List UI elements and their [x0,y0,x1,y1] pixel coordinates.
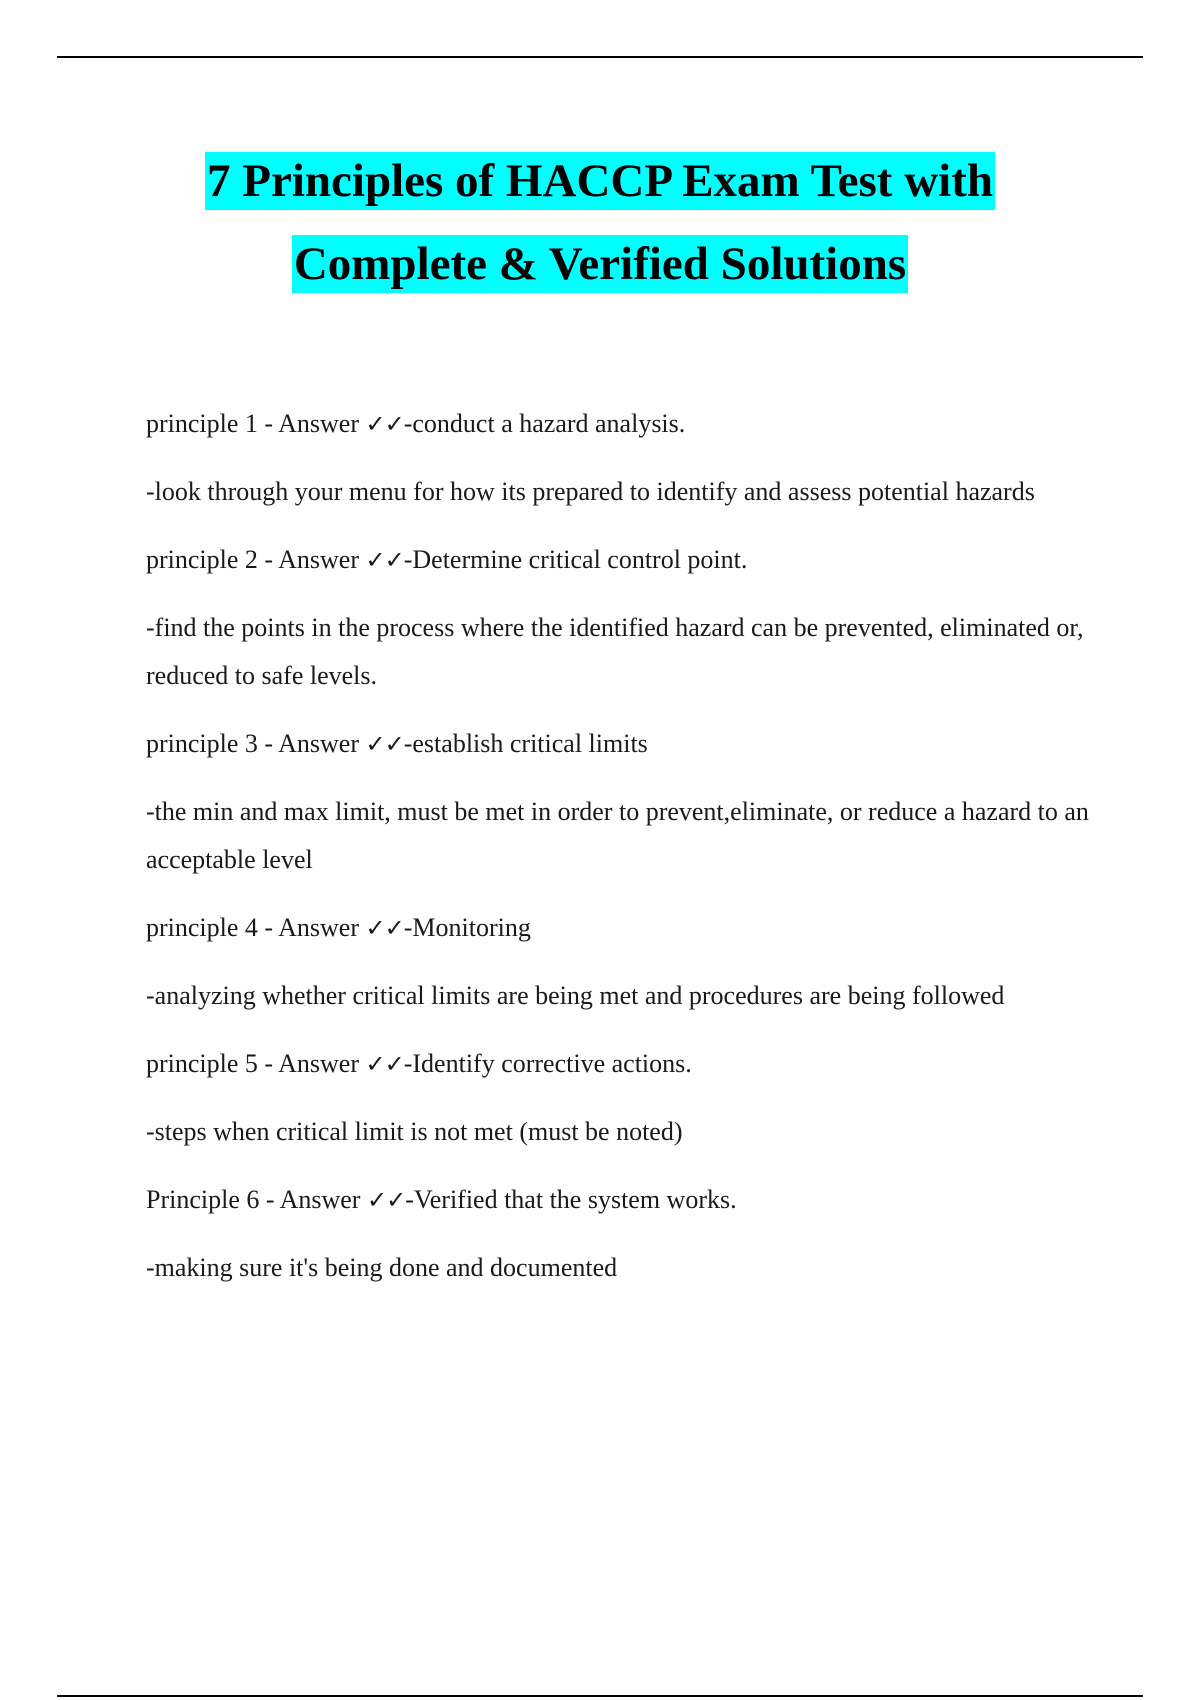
answer-text: -Determine critical control point. [403,545,748,574]
question-5 [146,1040,1106,1088]
double-check-icon: ✓✓ [365,914,404,942]
double-check-icon: ✓✓ [365,546,404,574]
double-check-icon: ✓✓ [365,410,404,438]
top-rule [57,56,1143,58]
answer-text: -conduct a hazard analysis. [403,409,686,438]
document-body [146,400,1106,1312]
document-title [0,140,1200,306]
question-3 [146,720,1106,768]
question-4 [146,904,1106,952]
question-label: principle 4 - Answer [146,913,366,942]
double-check-icon: ✓✓ [366,1186,406,1214]
question-2 [146,536,1106,584]
explanation-3: -the min and max limit, must be met in order to prevent,eliminate, or reduce a hazard to an acceptable level [146,797,1089,874]
question-6 [146,1176,1106,1224]
answer-text: -Verified that the system works. [405,1185,737,1214]
double-check-icon: ✓✓ [365,730,404,758]
question-1 [146,400,1106,448]
question-label: principle 2 - Answer [146,545,366,574]
answer-text: -Identify corrective actions. [403,1049,692,1078]
answer-text: -Monitoring [403,913,531,942]
explanation-2: -find the points in the process where the identified hazard can be prevented, eliminated or, reduced to safe levels. [146,613,1084,690]
question-label: principle 1 - Answer [146,409,366,438]
question-label: principle 5 - Answer [146,1049,366,1078]
question-label: Principle 6 - Answer [146,1185,367,1214]
explanation-1: -look through your menu for how its prepared to identify and assess potential hazards [146,477,1035,506]
explanation-5: -steps when critical limit is not met (must be noted) [146,1117,683,1146]
explanation-4: -analyzing whether critical limits are being met and procedures are being followed [146,981,1005,1010]
answer-text: -establish critical limits [403,729,648,758]
bottom-rule [57,1695,1143,1697]
title-line-2: Complete & Verified Solutions [292,235,908,293]
double-check-icon: ✓✓ [365,1050,404,1078]
explanation-6: -making sure it's being done and documented [146,1253,618,1282]
question-label: principle 3 - Answer [146,729,366,758]
title-line-1: 7 Principles of HACCP Exam Test with [205,152,995,210]
